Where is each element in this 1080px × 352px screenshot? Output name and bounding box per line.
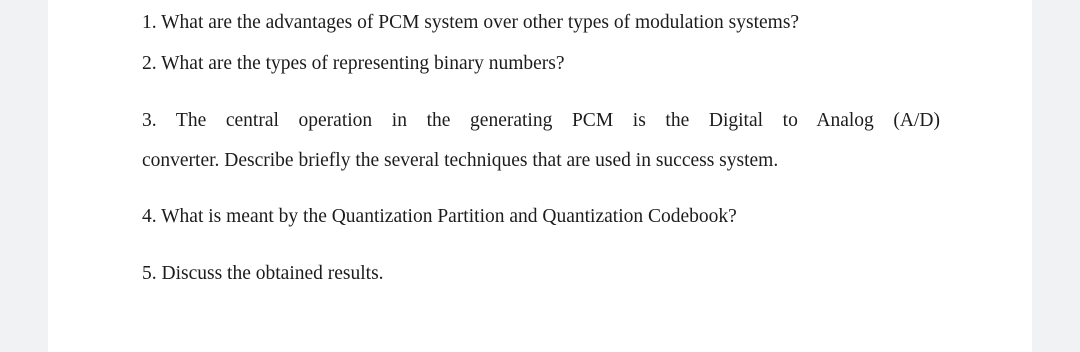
- question-1: 1. What are the advantages of PCM system over other types of modulation systems?: [142, 12, 800, 33]
- document-page: [48, 0, 1032, 352]
- question-2: 2. What are the types of representing binary numbers?: [142, 53, 565, 74]
- question-3-line-2: converter. Describe briefly the several techniques that are used in success system.: [142, 150, 779, 171]
- question-4: 4. What is meant by the Quantization Partition and Quantization Codebook?: [142, 206, 737, 227]
- question-3-line-1: 3. The central operation in the generating PCM is the Digital to Analog (A/D): [142, 110, 940, 131]
- question-5: 5. Discuss the obtained results.: [142, 263, 384, 284]
